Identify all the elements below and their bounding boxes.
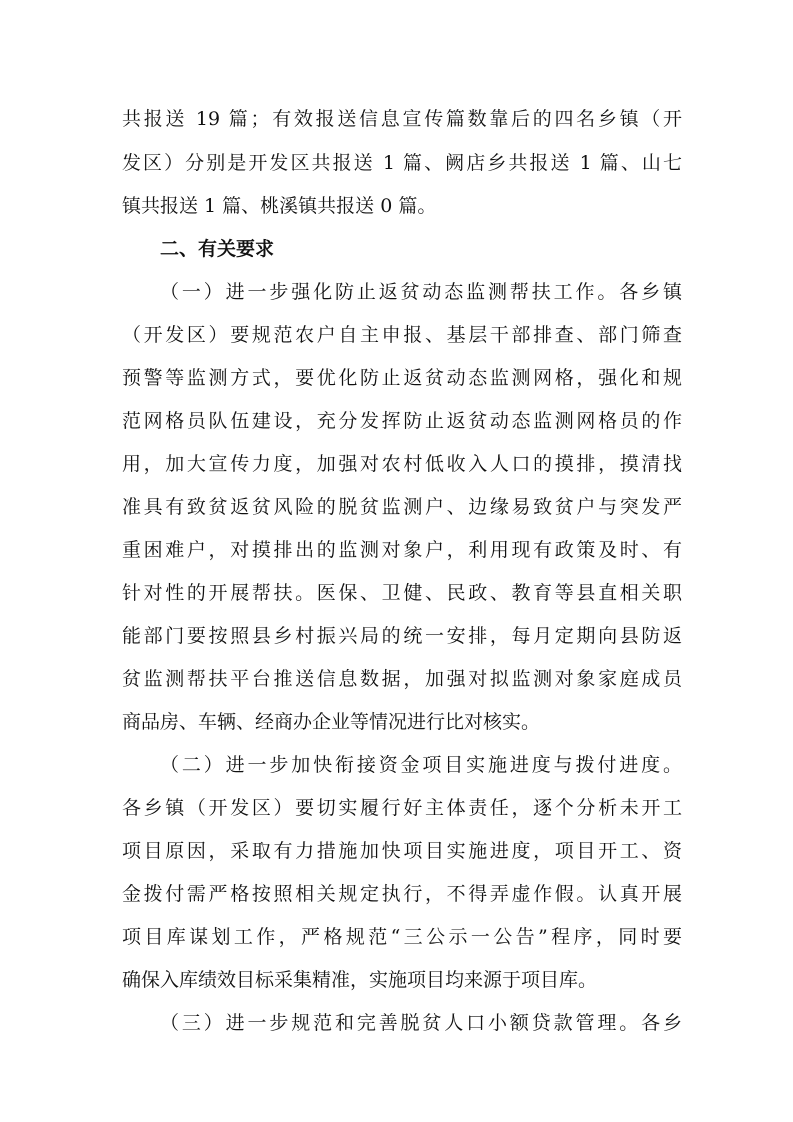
paragraph-first-line: （三）进一步规范和完善脱贫人口小额贷款管理。各乡 xyxy=(160,1012,682,1034)
body-text-line: （开发区）要规范农户自主申报、基层干部排查、部门筛查 xyxy=(122,324,682,346)
body-text-line: 重困难户，对摸排出的监测对象户，利用现有政策及时、有 xyxy=(122,539,682,561)
body-text-line: 准具有致贫返贫风险的脱贫监测户、边缘易致贫户与突发严 xyxy=(122,496,682,518)
body-text-line: 项目原因，采取有力措施加快项目实施进度，项目开工、资 xyxy=(122,840,682,862)
body-text-line: 确保入库绩效目标采集精准，实施项目均来源于项目库。 xyxy=(122,969,598,991)
body-text-line: 能部门要按照县乡村振兴局的统一安排，每月定期向县防返 xyxy=(122,625,682,647)
body-text-line: 用，加大宣传力度，加强对农村低收入人口的摸排，摸清找 xyxy=(122,453,682,475)
paragraph-first-line: （一）进一步强化防止返贫动态监测帮扶工作。各乡镇 xyxy=(160,281,682,303)
body-text-line: 商品房、车辆、经商办企业等情况进行比对核实。 xyxy=(122,711,541,733)
section-heading: 二、有关要求 xyxy=(160,238,275,260)
body-text-line: 共报送 19 篇；有效报送信息宣传篇数靠后的四名乡镇（开 xyxy=(122,108,682,130)
body-text-line: 针对性的开展帮扶。医保、卫健、民政、教育等县直相关职 xyxy=(122,582,682,604)
body-text-line: 各乡镇（开发区）要切实履行好主体责任，逐个分析未开工 xyxy=(122,797,682,819)
paragraph-first-line: （二）进一步加快衔接资金项目实施进度与拨付进度。 xyxy=(160,754,682,776)
body-text-line: 预警等监测方式，要优化防止返贫动态监测网格，强化和规 xyxy=(122,367,682,389)
body-text-line: 发区）分别是开发区共报送 1 篇、阙店乡共报送 1 篇、山七 xyxy=(122,152,682,174)
body-text-line: 范网格员队伍建设，充分发挥防止返贫动态监测网格员的作 xyxy=(122,410,682,432)
body-text-line: 金拨付需严格按照相关规定执行，不得弄虚作假。认真开展 xyxy=(122,883,682,905)
body-text-line: 镇共报送 1 篇、桃溪镇共报送 0 篇。 xyxy=(122,195,437,217)
body-text-line: 项目库谋划工作，严格规范“三公示一公告”程序，同时要 xyxy=(122,926,682,948)
body-text-line: 贫监测帮扶平台推送信息数据，加强对拟监测对象家庭成员 xyxy=(122,668,682,690)
